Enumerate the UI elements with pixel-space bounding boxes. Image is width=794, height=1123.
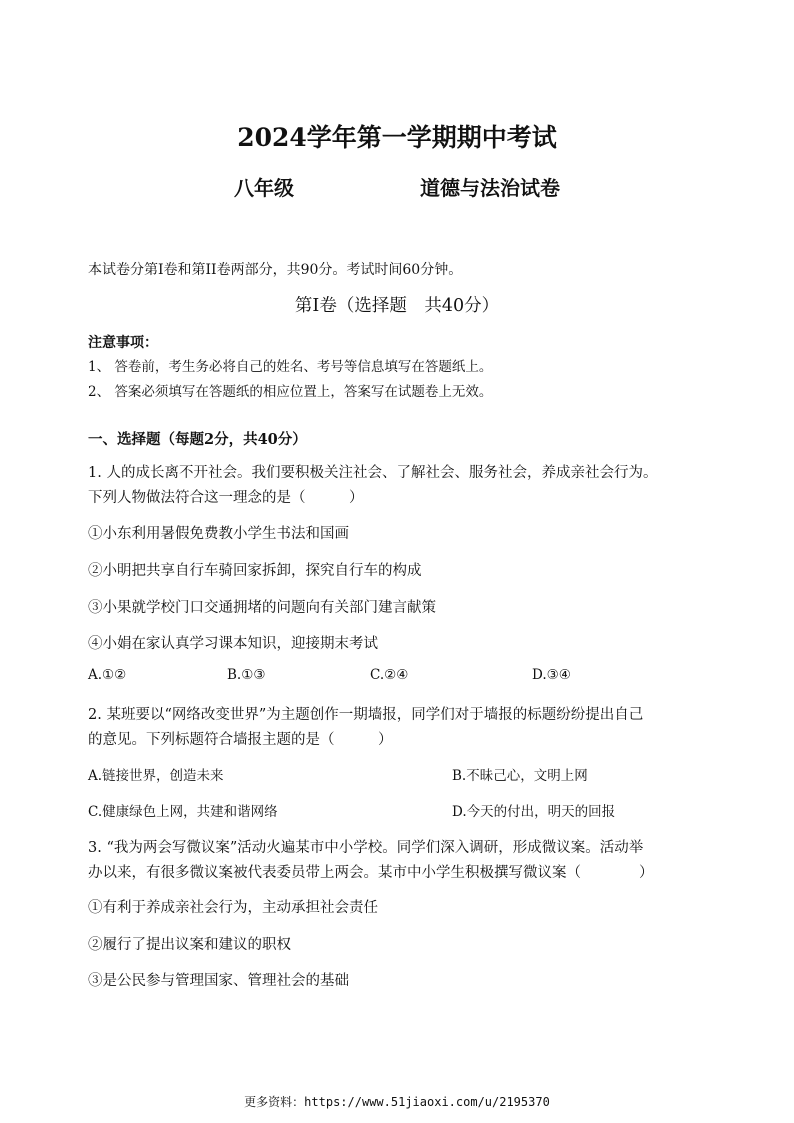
question-2-option-b: B.不昧己心，文明上网 [452, 768, 588, 784]
question-1-option-b: B.①③ [227, 667, 266, 683]
subject-label: 道德与法治试卷 [420, 176, 560, 200]
grade-label: 八年级 [234, 176, 294, 200]
question-1-option-d: D.③④ [532, 667, 571, 683]
question-2-option-d: D.今天的付出，明天的回报 [452, 804, 616, 820]
question-2-option-c: C.健康绿色上网，共建和谐网络 [88, 804, 278, 820]
question-3-statement: ①有利于养成亲社会行为，主动承担社会责任 [88, 900, 378, 916]
question-2-stem-line-1: 2. 某班要以“网络改变世界”为主题创作一期墙报，同学们对于墙报的标题纷纷提出自己 [88, 707, 644, 723]
footer-link[interactable]: 更多资料：https://www.51jiaoxi.com/u/2195370 [244, 1095, 550, 1109]
question-3-statement: ②履行了提出议案和建议的职权 [88, 937, 291, 953]
question-3-stem-line-2: 办以来，有很多微议案被代表委员带上两会。某市中小学生积极撰写微议案（ ） [88, 865, 654, 881]
question-2-option-a: A.链接世界，创造未来 [88, 768, 224, 784]
notice-heading: 注意事项： [88, 335, 158, 351]
question-1-statement: ②小明把共享自行车骑回家拆卸，探究自行车的构成 [88, 563, 422, 579]
notice-item: 1、 答卷前，考生务必将自己的姓名、考号等信息填写在答题纸上。 [88, 359, 493, 375]
question-2-stem-line-2: 的意见。下列标题符合墙报主题的是（ ） [88, 732, 393, 748]
question-1-statement: ③小果就学校门口交通拥堵的问题向有关部门建言献策 [88, 600, 436, 616]
question-1-option-a: A.①② [88, 667, 127, 683]
notice-item: 2、 答案必须填写在答题纸的相应位置上，答案写在试题卷上无效。 [88, 384, 493, 400]
question-3-stem-line-1: 3. “我为两会写微议案”活动火遍某市中小学校。同学们深入调研，形成微议案。活动举 [88, 840, 644, 856]
exam-title: 2024学年第一学期期中考试 [237, 123, 557, 152]
question-1-statement: ④小娟在家认真学习课本知识，迎接期末考试 [88, 636, 378, 652]
question-1-stem-line-1: 1. 人的成长离不开社会。我们要积极关注社会、了解社会、服务社会，养成亲社会行为。 [88, 465, 658, 481]
question-1-option-c: C.②④ [370, 667, 409, 683]
question-3-statement: ③是公民参与管理国家、管理社会的基础 [88, 973, 349, 989]
question-1-stem-line-2: 下列人物做法符合这一理念的是（ ） [88, 490, 364, 506]
question-1-statement: ①小东利用暑假免费教小学生书法和国画 [88, 526, 349, 542]
part-title: 第I卷（选择题 共40分） [294, 296, 500, 316]
exam-intro: 本试卷分第I卷和第II卷两部分，共90分。考试时间60分钟。 [88, 262, 463, 278]
section-heading: 一、选择题（每题2分，共40分） [88, 431, 307, 448]
